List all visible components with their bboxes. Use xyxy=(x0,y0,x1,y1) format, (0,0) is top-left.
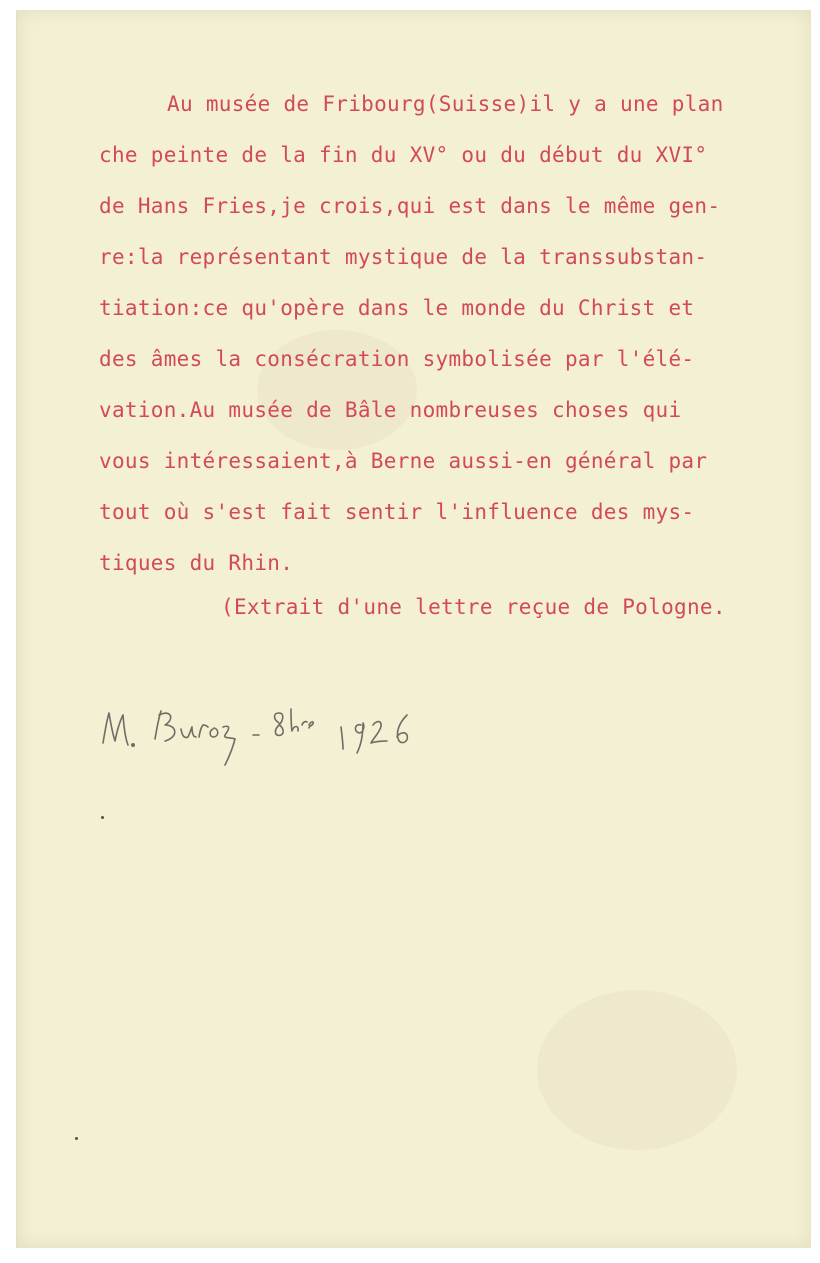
letter-line-8: vous intéressaient,à Berne aussi-en général par xyxy=(99,449,708,473)
letter-line-3: de Hans Fries,je crois,qui est dans le même gen- xyxy=(99,194,721,218)
handwritten-note-text xyxy=(107,709,410,742)
paper-stain xyxy=(537,990,737,1150)
letter-line-4: re:la représentant mystique de la transsubstan- xyxy=(99,245,708,269)
letter-signoff: (Extrait d'une lettre reçue de Pologne. xyxy=(221,595,726,619)
letter-line-2: che peinte de la fin du XV° ou du début du XVI° xyxy=(99,143,708,167)
letter-line-1: Au musée de Fribourg(Suisse)il y a une plan xyxy=(167,92,724,116)
letter-line-5: tiation:ce qu'opère dans le monde du Christ et xyxy=(99,296,695,320)
pencil-mark xyxy=(75,1137,78,1140)
letter-line-10: tiques du Rhin. xyxy=(99,551,294,575)
handwritten-annotation xyxy=(95,695,455,775)
pencil-mark xyxy=(101,816,104,819)
letter-line-7: vation.Au musée de Bâle nombreuses choses qui xyxy=(99,398,682,422)
letter-line-6: des âmes la consécration symbolisée par l'élé- xyxy=(99,347,695,371)
letter-line-9: tout où s'est fait sentir l'influence des mys- xyxy=(99,500,695,524)
